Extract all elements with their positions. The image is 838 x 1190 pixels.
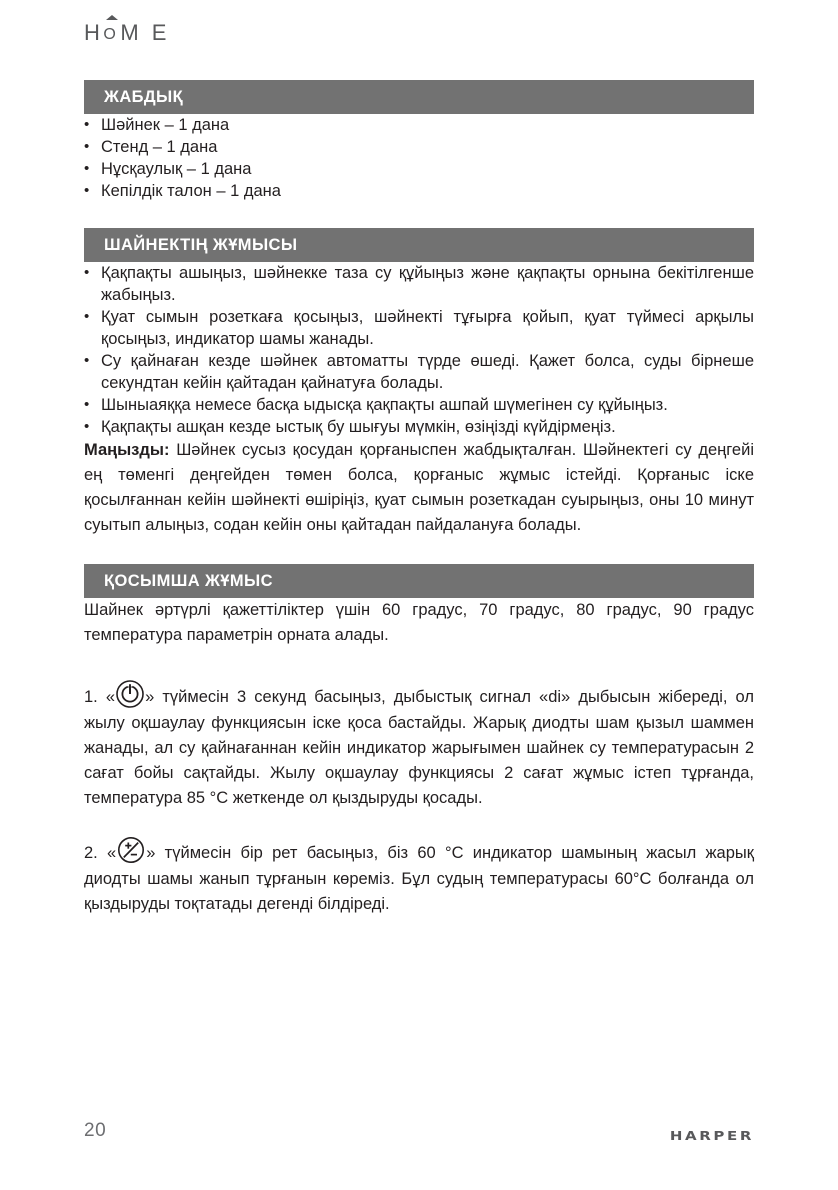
- section-heading-extra-operation: ҚОСЫМША ЖҰМЫС: [84, 564, 754, 598]
- quote-open: «: [105, 688, 116, 706]
- extra-operation-intro: Шайнек әртүрлі қажеттіліктер үшін 60 градус, 70 градус, 80 градус, 90 градус температура параметрін орната алады.: [84, 601, 754, 644]
- home-logo-o-with-roof: [103, 22, 120, 44]
- equipment-list: [84, 114, 754, 202]
- list-item: • Стенд – 1 дана: [84, 136, 754, 158]
- important-text: Шәйнек сусыз қосудан қорғаныспен жабдықталған. Шәйнектегі су деңгейі ең төменгі деңгейден төмен болса, қорғаныс жұмыс істейді. Қорғаныс іске қосылғаннан кейін шәйнекті өшіріңіз, қуат сымын розеткадан суырыңыз, оны 10 минут суытып алыңыз, содан кейін оны қайтадан пайдалануға болады.: [84, 441, 754, 534]
- section-heading-equipment: ЖАБДЫҚ: [84, 80, 754, 114]
- list-item: • Кепілдік талон – 1 дана: [84, 180, 754, 202]
- home-logo-me: M E: [120, 20, 170, 45]
- kettle-operation-list: [84, 262, 754, 438]
- list-item: • Шыныаяққа немесе басқа ыдысқа қақпақты ашпай шүмегінен су құйыңыз.: [84, 394, 754, 416]
- list-item: • Қуат сымын розеткаға қосыңыз, шәйнекті тұғырға қойып, қуат түймесі арқылы қосыңыз, индикатор шамы жанады.: [84, 306, 754, 350]
- quote-close: »: [146, 844, 156, 862]
- numbered-item-2-number: 2.: [84, 844, 98, 862]
- quote-open: «: [107, 844, 117, 862]
- house-roof-icon: [106, 15, 118, 20]
- quote-close: »: [145, 688, 155, 706]
- home-logo-h: H: [84, 20, 104, 45]
- content-column: [84, 80, 754, 917]
- list-item: • Нұсқаулық – 1 дана: [84, 158, 754, 180]
- numbered-item-2-text: түймесін бір рет басыңыз, біз 60 °C индикатор шамының жасыл жарық диодты шамы жанып тұрғанын көреміз. Бұл судың температурасы 60°C болғанда ол қыздыруды тоқтатады дегенді білдіреді.: [84, 844, 754, 913]
- list-item: • Су қайнаған кезде шәйнек автоматты түрде өшеді. Қажет болса, суды бірнеше секундтан кейін қайтадан қайнатуға болады.: [84, 350, 754, 394]
- important-label: Маңызды:: [84, 441, 170, 459]
- home-logo: [84, 22, 170, 44]
- section-heading-kettle-operation: ШАЙНЕКТІҢ ЖҰМЫСЫ: [84, 228, 754, 262]
- power-button-icon: [115, 678, 145, 708]
- list-item: • Қақпақты ашыңыз, шәйнекке таза су құйыңыз және қақпақты орнына бекітілгенше жабыңыз.: [84, 262, 754, 306]
- numbered-item-1-text: түймесін 3 секунд басыңыз, дыбыстық сигнал «di» дыбысын жібереді, ол жылу оқшаулау функциясын іске қоса бастайды. Жарық диодты шам қызыл шаммен жанады, ал су қайнағаннан кейін индикатор жарығымен шайнек су температурасын 2 сағат бойы сақтайды. Жылу оқшаулау функциясы 2 сағат жұмыс істеп тұрғанда, температура 85 °C жеткенде ол қыздыруды қосады.: [84, 688, 754, 807]
- harper-logo: HARPER: [669, 1128, 754, 1144]
- page-number: 20: [84, 1120, 107, 1141]
- list-item: • Қақпақты ашқан кезде ыстық бу шығуы мүмкін, өзіңізді күйдірмеңіз.: [84, 416, 754, 438]
- plus-minus-button-icon: [116, 834, 146, 864]
- list-item: • Шәйнек – 1 дана: [84, 114, 754, 136]
- home-logo-o: O: [103, 26, 120, 43]
- numbered-item-2: [84, 837, 754, 917]
- numbered-item-1-number: 1.: [84, 688, 98, 706]
- numbered-item-1: [84, 681, 754, 811]
- important-note: [84, 438, 754, 538]
